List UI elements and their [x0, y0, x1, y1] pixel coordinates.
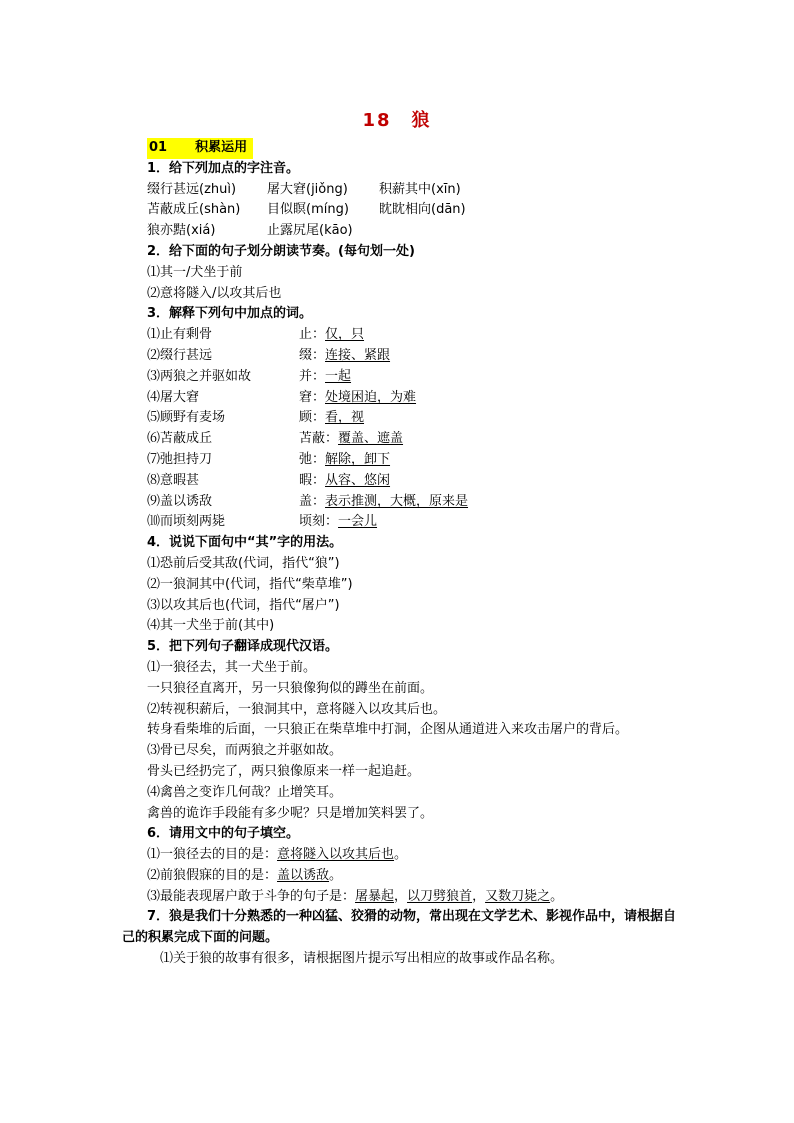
source-sentence: ⑷禽兽之变诈几何哉？止增笑耳。: [147, 784, 343, 800]
question-7-stem: 7．狼是我们十分熟悉的一种凶猛、狡猾的动物，常出现在文学艺术、影视作品中，请根据自己的积累完成下面的问题。: [122, 909, 677, 946]
definition-row: ⑵缀行甚远 缀：连接、紧跟: [147, 347, 391, 363]
worksheet-body: [122, 138, 687, 970]
question-1-stem: 1．给下列加点的字注音。: [147, 160, 300, 176]
definition-row: ⑸顾野有麦场 顾：看，视: [147, 410, 365, 426]
source-sentence: ⑴一狼径去，其一犬坐于前。: [147, 659, 317, 675]
fill-blank-item: ⑵前狼假寐的目的是：盖以诱敌。: [147, 867, 343, 883]
question-2-stem: 2．给下面的句子划分朗读节奏。(每句划一处): [147, 243, 415, 259]
translation: 转身看柴堆的后面，一只狼正在柴草堆中打洞，企图从通道进入来攻击屠户的背后。: [147, 722, 629, 738]
page-title: 18 狼: [362, 110, 432, 131]
pinyin-row: 狼亦黠(xiá) 止露尻尾(kāo): [147, 223, 353, 239]
definition-row: ⑼盖以诱敌 盖：表示推测，大概，原来是: [147, 493, 469, 509]
definition-row: ⑹苫蔽成丘 苫蔽：覆盖、遮盖: [147, 431, 404, 447]
translation: 一只狼径直离开，另一只狼像狗似的蹲坐在前面。: [147, 680, 434, 696]
question-4-stem: 4．说说下面句中“其”字的用法。: [147, 535, 343, 551]
definition-row: ⑷屠大窘 窘：处境困迫，为难: [147, 389, 417, 405]
list-item: ⑶以攻其后也(代词，指代“屠户”): [147, 597, 340, 613]
pinyin-row: 缀行甚远(zhuì) 屠大窘(jiǒng) 积薪其中(xīn): [147, 181, 461, 197]
list-item: ⑷其一犬坐于前(其中): [147, 618, 275, 634]
question-6-stem: 6．请用文中的句子填空。: [147, 826, 300, 842]
translation: 禽兽的诡诈手段能有多少呢？只是增加笑料罢了。: [147, 805, 434, 821]
translation: 骨头已经扔完了，两只狼像原来一样一起追赶。: [147, 763, 421, 779]
list-item: ⑵一狼洞其中(代词，指代“柴草堆”): [147, 576, 353, 592]
source-sentence: ⑵转视积薪后，一狼洞其中，意将隧入以攻其后也。: [147, 701, 447, 717]
question-7-sub-1: ⑴关于狼的故事有很多，请根据图片提示写出相应的故事或作品名称。: [160, 951, 564, 967]
definition-row: ⑺弛担持刀 弛：解除，卸下: [147, 451, 391, 467]
definition-row: ⑽而顷刻两毙 顷刻：一会儿: [147, 514, 378, 530]
question-3-stem: 3．解释下列句中加点的词。: [147, 306, 313, 322]
definition-row: ⑶两狼之并驱如故 并：一起: [147, 368, 352, 384]
question-5-stem: 5．把下列句子翻译成现代汉语。: [147, 639, 339, 655]
definition-row: ⑴止有剩骨 止：仅，只: [147, 327, 365, 343]
section-badge: 01 积累运用: [147, 138, 253, 159]
section-header: [147, 138, 687, 159]
fill-blank-item: ⑴一狼径去的目的是：意将隧入以攻其后也。: [147, 847, 408, 863]
list-item: ⑴其一/犬坐于前: [147, 264, 243, 280]
fill-blank-item: ⑶最能表现屠户敢于斗争的句子是：屠暴起，以刀劈狼首，又数刀毙之。: [147, 888, 564, 904]
pinyin-row: 苫蔽成丘(shàn) 目似瞑(míng) 眈眈相向(dān): [147, 202, 466, 218]
list-item: ⑵意将隧入/以攻其后也: [147, 285, 282, 301]
list-item: ⑴恐前后受其敌(代词，指代“狼”): [147, 555, 340, 571]
source-sentence: ⑶骨已尽矣，而两狼之并驱如故。: [147, 743, 343, 759]
definition-row: ⑻意暇甚 暇：从容、悠闲: [147, 472, 391, 488]
